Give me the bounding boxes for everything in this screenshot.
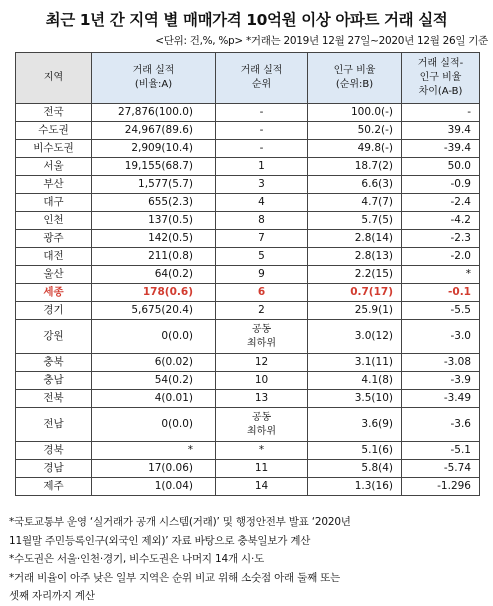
population-cell: 18.7(2)	[308, 158, 402, 176]
header-difference-line2: 인구 비율	[419, 72, 462, 83]
table-row	[16, 230, 480, 248]
rank-cell: 3	[216, 176, 308, 194]
table-row	[16, 212, 480, 230]
population-cell: 4.7(7)	[308, 194, 402, 212]
difference-cell: -5.5	[402, 302, 480, 320]
population-cell: 3.1(11)	[308, 354, 402, 372]
rank-cell: 13	[216, 390, 308, 408]
table-row	[16, 140, 480, 158]
rank-cell: 5	[216, 248, 308, 266]
difference-cell: -3.49	[402, 390, 480, 408]
table-row	[16, 248, 480, 266]
trade-cell: 0(0.0)	[92, 408, 216, 442]
region-cell: 전북	[16, 390, 92, 408]
trade-cell: 64(0.2)	[92, 266, 216, 284]
population-cell: 2.2(15)	[308, 266, 402, 284]
rank-cell: -	[216, 122, 308, 140]
difference-cell: -2.3	[402, 230, 480, 248]
table-row	[16, 354, 480, 372]
table-row	[16, 302, 480, 320]
trade-cell: 655(2.3)	[92, 194, 216, 212]
rank-cell: 8	[216, 212, 308, 230]
header-trade	[92, 53, 216, 104]
population-cell: 0.7(17)	[308, 284, 402, 302]
population-cell: 5.1(6)	[308, 442, 402, 460]
trade-cell: 17(0.06)	[92, 460, 216, 478]
region-cell: 울산	[16, 266, 92, 284]
table-row	[16, 266, 480, 284]
rank-cell: 14	[216, 478, 308, 496]
region-cell: 제주	[16, 478, 92, 496]
table-row	[16, 176, 480, 194]
rank-cell: 9	[216, 266, 308, 284]
trade-cell: 2,909(10.4)	[92, 140, 216, 158]
difference-cell: -2.4	[402, 194, 480, 212]
trade-cell: 1(0.04)	[92, 478, 216, 496]
trade-cell: *	[92, 442, 216, 460]
footnote-line: *거래 비율이 아주 낮은 일부 지역은 순위 비교 위해 소숫점 아래 둘째 또는	[9, 571, 341, 584]
difference-cell: -3.08	[402, 354, 480, 372]
population-cell: 25.9(1)	[308, 302, 402, 320]
trade-cell: 24,967(89.6)	[92, 122, 216, 140]
header-rank-line1: 거래 실적	[240, 65, 283, 76]
rank-cell: 11	[216, 460, 308, 478]
difference-cell: -3.6	[402, 408, 480, 442]
region-cell: 경남	[16, 460, 92, 478]
region-cell: 전남	[16, 408, 92, 442]
region-cell: 인천	[16, 212, 92, 230]
trade-table	[15, 52, 480, 496]
rank-cell: 4	[216, 194, 308, 212]
region-cell: 강원	[16, 320, 92, 354]
difference-cell: -5.1	[402, 442, 480, 460]
region-cell: 충북	[16, 354, 92, 372]
table-row	[16, 408, 480, 442]
difference-cell: -39.4	[402, 140, 480, 158]
trade-cell: 27,876(100.0)	[92, 104, 216, 122]
population-cell: 2.8(13)	[308, 248, 402, 266]
header-difference	[402, 53, 480, 104]
population-cell: 100.0(-)	[308, 104, 402, 122]
region-cell: 대전	[16, 248, 92, 266]
trade-cell: 1,577(5.7)	[92, 176, 216, 194]
header-population-line1: 인구 비율	[333, 65, 376, 76]
trade-cell: 54(0.2)	[92, 372, 216, 390]
footnote-line: *국토교통부 운영 ‘실거래가 공개 시스템(거래)’ 및 행정안전부 발표 ‘2020년	[9, 516, 351, 528]
header-trade-line1: 거래 실적	[132, 65, 175, 76]
difference-cell: -3.0	[402, 320, 480, 354]
population-cell: 3.0(12)	[308, 320, 402, 354]
difference-cell: -1.296	[402, 478, 480, 496]
rank-cell	[216, 408, 308, 442]
page-title: 최근 1년 간 지역 별 매매가격 10억원 이상 아파트 거래 실적	[45, 11, 448, 29]
header-trade-line2: (비율:A)	[134, 79, 173, 90]
trade-cell: 178(0.6)	[92, 284, 216, 302]
rank-cell: -	[216, 140, 308, 158]
trade-cell: 137(0.5)	[92, 212, 216, 230]
table-row	[16, 158, 480, 176]
footnote-line: 셋째 자리까지 계산	[9, 590, 95, 602]
unit-and-period-note: <단위: 건,%, %p> *거래는 2019년 12월 27일~2020년 12월 26일 기준	[155, 35, 488, 47]
table-row	[16, 442, 480, 460]
difference-cell: -2.0	[402, 248, 480, 266]
population-cell: 49.8(-)	[308, 140, 402, 158]
trade-cell: 211(0.8)	[92, 248, 216, 266]
table-row-highlighted	[16, 284, 480, 302]
rank-cell: -	[216, 104, 308, 122]
trade-cell: 0(0.0)	[92, 320, 216, 354]
region-cell: 전국	[16, 104, 92, 122]
region-cell: 경북	[16, 442, 92, 460]
trade-cell: 19,155(68.7)	[92, 158, 216, 176]
rank-cell: 10	[216, 372, 308, 390]
rank-cell: 1	[216, 158, 308, 176]
rank-cell: 12	[216, 354, 308, 372]
difference-cell: -	[402, 104, 480, 122]
rank-cell	[216, 320, 308, 354]
trade-cell: 142(0.5)	[92, 230, 216, 248]
region-cell: 경기	[16, 302, 92, 320]
table-row	[16, 194, 480, 212]
population-cell: 5.8(4)	[308, 460, 402, 478]
header-rank	[216, 53, 308, 104]
header-difference-line3: 차이(A-B)	[418, 86, 463, 97]
difference-cell: -5.74	[402, 460, 480, 478]
table-row	[16, 104, 480, 122]
difference-cell: -0.1	[402, 284, 480, 302]
header-population-line2: (순위:B)	[335, 79, 374, 90]
region-cell: 광주	[16, 230, 92, 248]
region-cell: 수도권	[16, 122, 92, 140]
population-cell: 4.1(8)	[308, 372, 402, 390]
population-cell: 50.2(-)	[308, 122, 402, 140]
rank-cell: 6	[216, 284, 308, 302]
rank-line2: 최하위	[247, 337, 276, 349]
footnote-line: *수도권은 서울·인천·경기, 비수도권은 나머지 14개 시·도	[9, 553, 265, 565]
difference-cell: 39.4	[402, 122, 480, 140]
trade-cell: 6(0.02)	[92, 354, 216, 372]
difference-cell: -4.2	[402, 212, 480, 230]
region-cell: 부산	[16, 176, 92, 194]
table-row	[16, 390, 480, 408]
table-row	[16, 320, 480, 354]
population-cell: 1.3(16)	[308, 478, 402, 496]
trade-cell: 4(0.01)	[92, 390, 216, 408]
region-cell: 서울	[16, 158, 92, 176]
region-cell: 세종	[16, 284, 92, 302]
table-row	[16, 122, 480, 140]
header-population	[308, 53, 402, 104]
region-cell: 대구	[16, 194, 92, 212]
population-cell: 5.7(5)	[308, 212, 402, 230]
footnotes	[9, 513, 489, 606]
rank-line1: 공동	[251, 411, 272, 423]
difference-cell: 50.0	[402, 158, 480, 176]
difference-cell: -0.9	[402, 176, 480, 194]
rank-cell: 7	[216, 230, 308, 248]
population-cell: 3.5(10)	[308, 390, 402, 408]
rank-cell: *	[216, 442, 308, 460]
trade-cell: 5,675(20.4)	[92, 302, 216, 320]
population-cell: 6.6(3)	[308, 176, 402, 194]
header-difference-line1: 거래 실적-	[417, 58, 464, 69]
table-row	[16, 460, 480, 478]
header-region: 지역	[16, 53, 92, 104]
population-cell: 3.6(9)	[308, 408, 402, 442]
population-cell: 2.8(14)	[308, 230, 402, 248]
rank-line1: 공동	[251, 323, 272, 335]
difference-cell: *	[402, 266, 480, 284]
footnote-line: 11월말 주민등록인구(외국인 제외)’ 자료 바탕으로 충북일보가 계산	[9, 534, 311, 547]
table-row	[16, 478, 480, 496]
rank-line2: 최하위	[247, 425, 276, 437]
rank-cell: 2	[216, 302, 308, 320]
region-cell: 비수도권	[16, 140, 92, 158]
table-row	[16, 372, 480, 390]
header-rank-line2: 순위	[251, 79, 272, 90]
table-header-row	[16, 53, 480, 104]
difference-cell: -3.9	[402, 372, 480, 390]
region-cell: 충남	[16, 372, 92, 390]
